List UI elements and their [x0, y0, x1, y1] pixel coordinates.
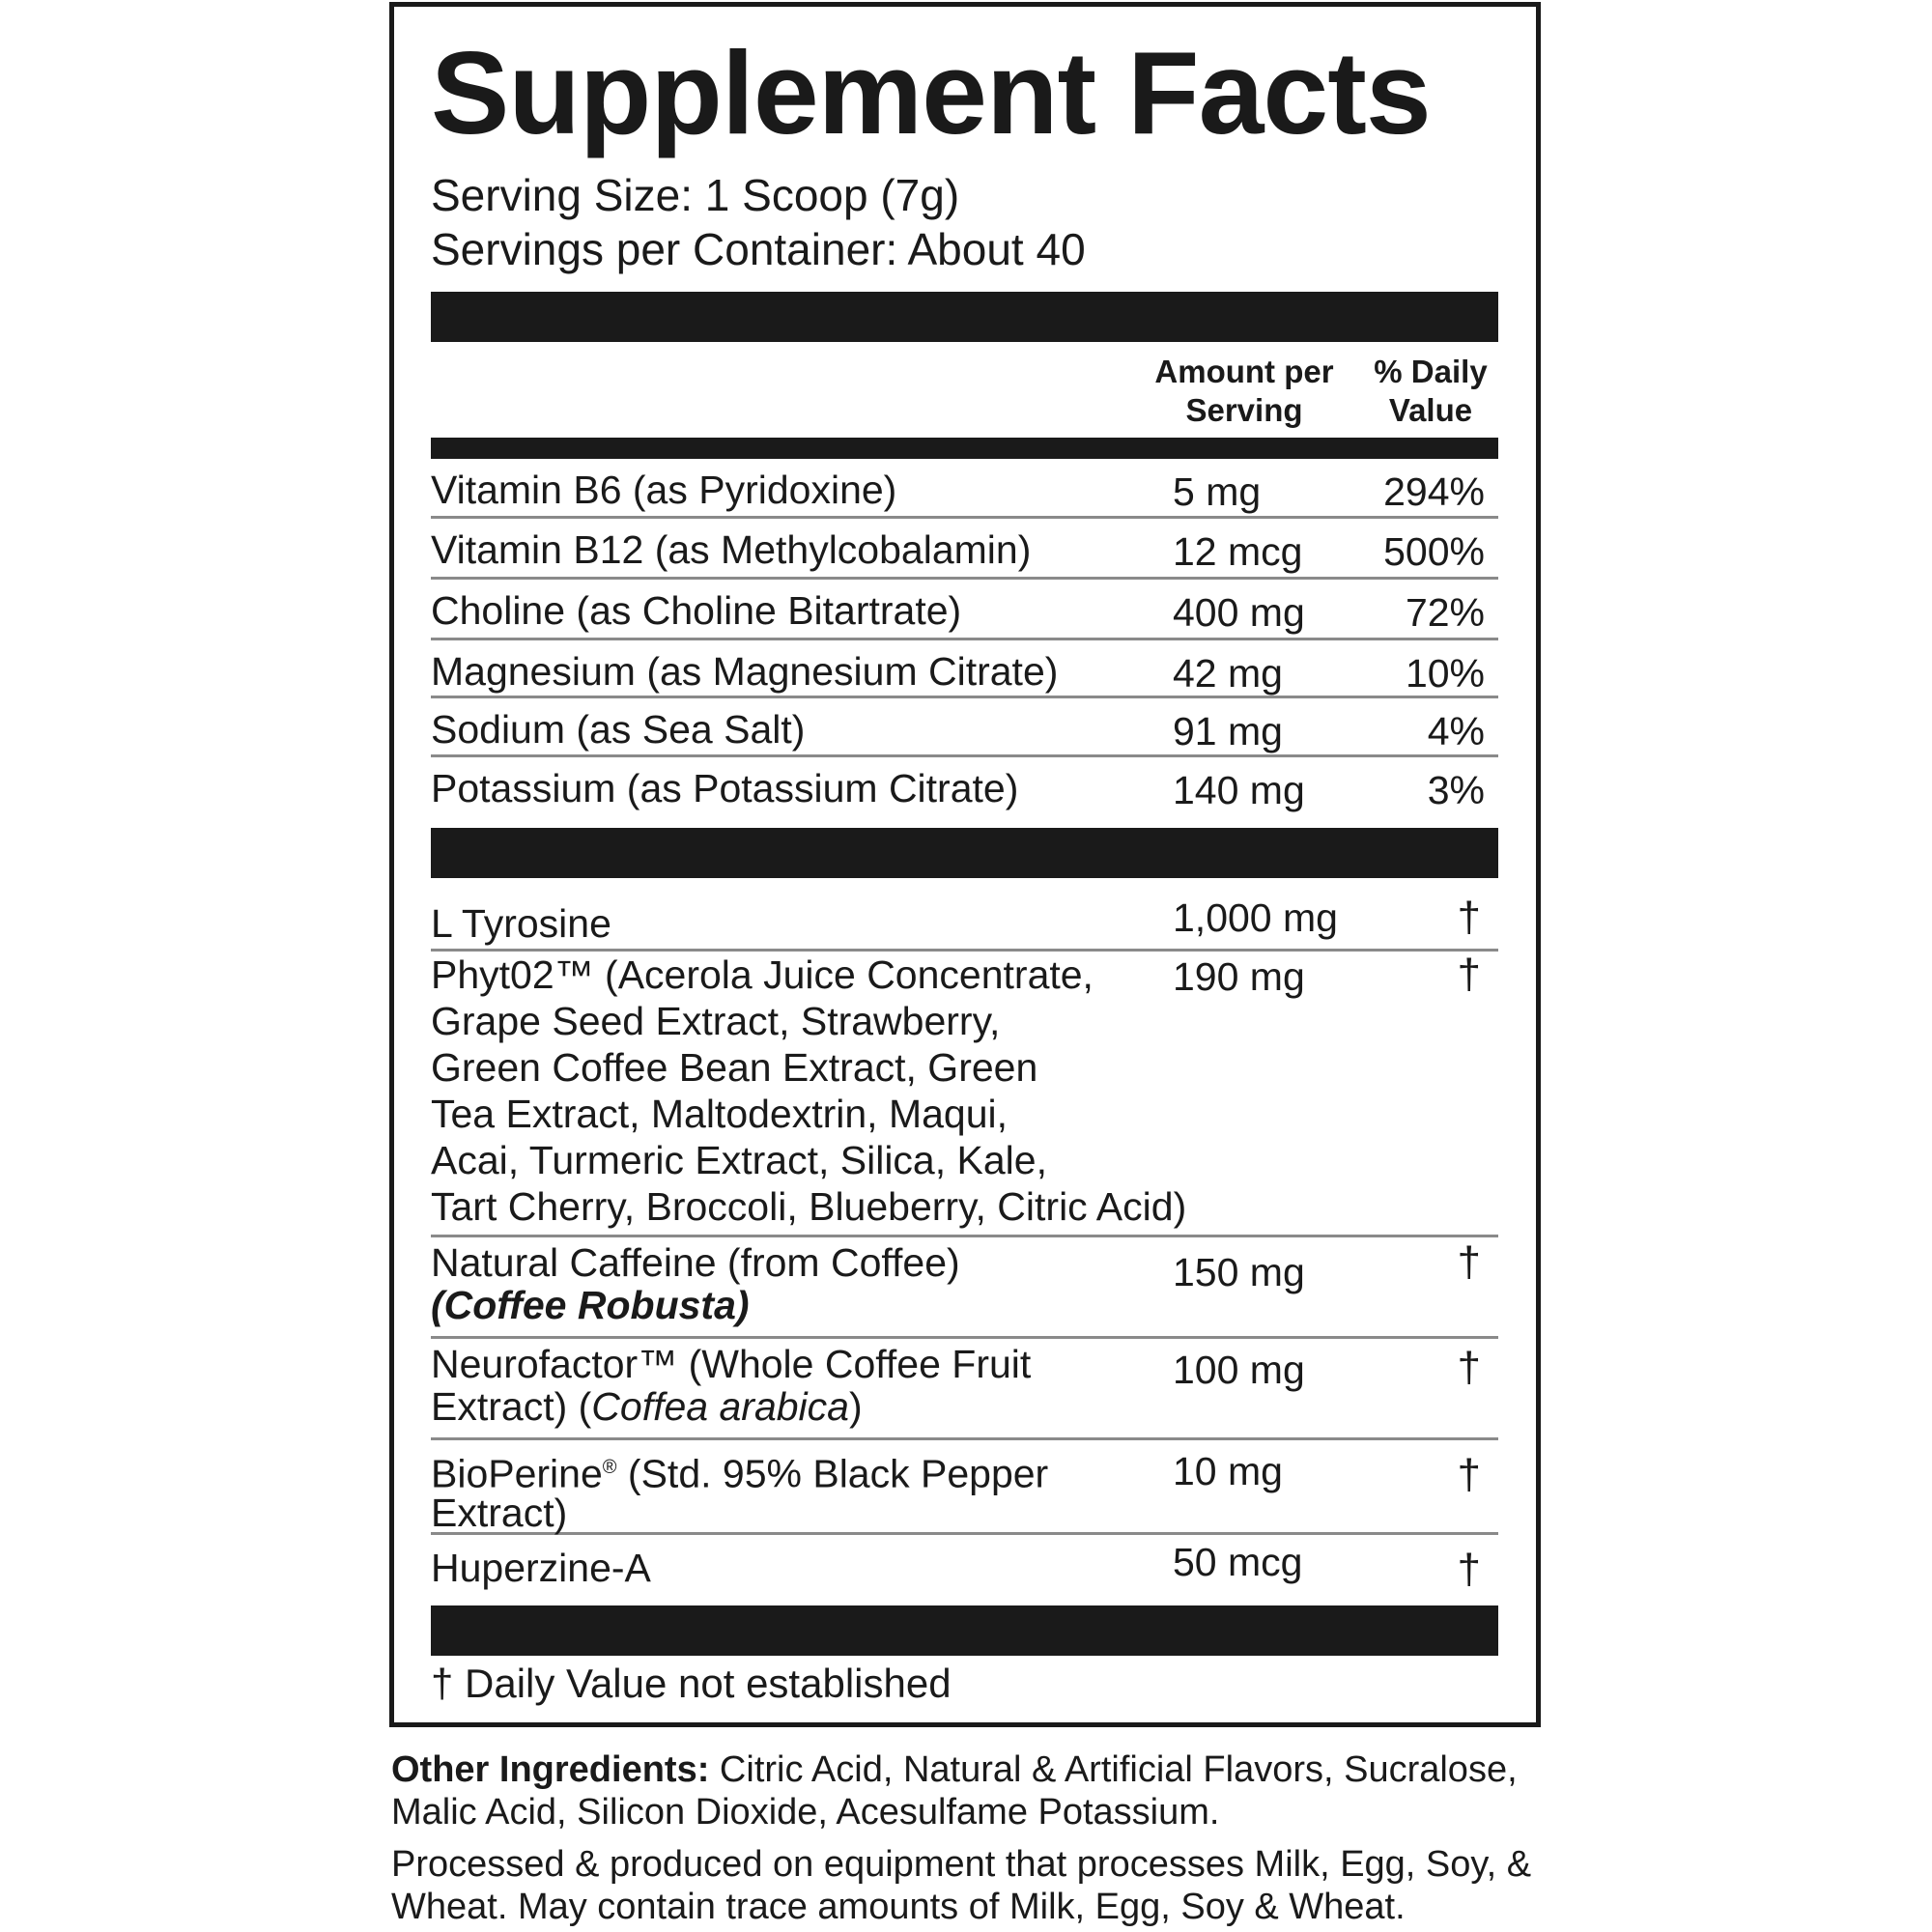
- ingredient-name: L Tyrosine: [431, 901, 611, 946]
- nutrient-name: Potassium (as Potassium Citrate): [431, 766, 1019, 810]
- ingredient-text-italic: Coffea arabica: [591, 1384, 849, 1429]
- ingredient-line: Natural Caffeine (from Coffee): [431, 1240, 960, 1285]
- divider-bar: [431, 828, 1498, 878]
- nutrient-amount: 91 mg: [1173, 709, 1283, 753]
- other-ingredients-text: Citric Acid, Natural & Artificial Flavors, Sucralose, Malic Acid, Silicon Dioxide, Acesulfame Potassium.: [391, 1749, 1518, 1833]
- ingredient-text: BioPerine: [431, 1451, 603, 1496]
- table-row: [431, 640, 1498, 698]
- ingredient-amount: 1,000 mg: [1173, 895, 1338, 940]
- nutrient-amount: 5 mg: [1173, 469, 1262, 514]
- table-row: [431, 519, 1498, 580]
- nutrient-name: Vitamin B12 (as Methylcobalamin): [431, 527, 1032, 572]
- nutrient-amount: 140 mg: [1173, 768, 1305, 812]
- ingredient-name: [431, 1448, 1165, 1535]
- table-row: [431, 891, 1498, 952]
- header-line: Serving: [1185, 392, 1303, 428]
- table-row: [431, 698, 1498, 757]
- divider-bar: [431, 292, 1498, 342]
- nutrient-dv: 294%: [1383, 469, 1485, 514]
- allergen-statement: Processed & produced on equipment that processes Milk, Egg, Soy, & Wheat. May contain trace amounts of Milk, Egg, Soy & Wheat.: [391, 1844, 1532, 1927]
- ingredient-amount: 50 mcg: [1173, 1540, 1303, 1584]
- dagger-mark: †: [1457, 1546, 1481, 1593]
- dagger-mark: †: [1457, 1344, 1481, 1391]
- dagger-mark: †: [1457, 1238, 1481, 1286]
- header-line: Amount per: [1154, 354, 1334, 389]
- table-row: [431, 1339, 1498, 1440]
- nutrient-amount: 400 mg: [1173, 590, 1305, 635]
- daily-value-header: [1358, 353, 1503, 430]
- serving-size: Serving Size: 1 Scoop (7g): [431, 170, 960, 220]
- table-row: [431, 952, 1498, 1237]
- nutrient-name: Sodium (as Sea Salt): [431, 707, 806, 752]
- daily-value-footnote: † Daily Value not established: [431, 1661, 952, 1706]
- ingredient-line: Acai, Turmeric Extract, Silica, Kale,: [431, 1138, 1047, 1182]
- table-row: [431, 757, 1498, 815]
- ingredient-line: Green Coffee Bean Extract, Green: [431, 1045, 1038, 1090]
- ingredient-line: Tea Extract, Maltodextrin, Maqui,: [431, 1092, 1009, 1136]
- table-row: [431, 459, 1498, 519]
- nutrient-dv: 10%: [1405, 651, 1485, 696]
- dagger-mark: †: [1457, 894, 1481, 941]
- divider-bar: [431, 1605, 1498, 1656]
- ingredient-amount: 10 mg: [1173, 1449, 1283, 1493]
- nutrient-name: Choline (as Choline Bitartrate): [431, 588, 962, 633]
- table-row: [431, 1237, 1498, 1339]
- other-ingredients: [391, 1748, 1550, 1833]
- supplement-facts-panel: [389, 2, 1541, 1727]
- ingredient-name: Huperzine-A: [431, 1546, 651, 1590]
- nutrient-dv: 500%: [1383, 529, 1485, 574]
- nutrient-name: Vitamin B6 (as Pyridoxine): [431, 468, 897, 512]
- header-line: % Daily: [1374, 354, 1488, 389]
- registered-mark: ®: [602, 1457, 617, 1478]
- servings-per-container: Servings per Container: About 40: [431, 224, 1086, 274]
- nutrient-name: Magnesium (as Magnesium Citrate): [431, 649, 1059, 694]
- ingredient-line: [431, 1448, 1165, 1496]
- nutrient-amount: 42 mg: [1173, 651, 1283, 696]
- nutrient-dv: 72%: [1405, 590, 1485, 635]
- panel-title: Supplement Facts: [431, 27, 1431, 158]
- ingredient-line-italic: (Coffee Robusta): [431, 1283, 750, 1327]
- ingredient-text: Extract) (: [431, 1384, 592, 1429]
- ingredient-line: Tart Cherry, Broccoli, Blueberry, Citric Acid): [431, 1184, 1187, 1229]
- nutrient-amount: 12 mcg: [1173, 529, 1303, 574]
- ingredient-amount: 190 mg: [1173, 954, 1305, 999]
- ingredient-line: Extract): [431, 1490, 568, 1535]
- ingredient-line: Phyt02™ (Acerola Juice Concentrate,: [431, 952, 1094, 997]
- divider-bar: [431, 438, 1498, 459]
- ingredient-line: Neurofactor™ (Whole Coffee Fruit: [431, 1342, 1032, 1386]
- ingredient-text: (Std. 95% Black Pepper: [616, 1451, 1049, 1496]
- other-ingredients-label: Other Ingredients:: [391, 1749, 710, 1790]
- nutrient-dv: 4%: [1427, 709, 1485, 753]
- dagger-mark: †: [1457, 1451, 1481, 1498]
- ingredient-amount: 150 mg: [1173, 1250, 1305, 1294]
- nutrient-dv: 3%: [1427, 768, 1485, 812]
- table-row: [431, 580, 1498, 640]
- ingredient-name: [431, 952, 1187, 1230]
- ingredient-text: ): [848, 1384, 863, 1429]
- ingredient-line: [431, 1385, 1165, 1428]
- ingredient-amount: 100 mg: [1173, 1348, 1305, 1392]
- ingredient-line: Grape Seed Extract, Strawberry,: [431, 999, 1001, 1043]
- ingredient-name: [431, 1241, 1165, 1326]
- dagger-mark: †: [1457, 951, 1481, 998]
- header-line: Value: [1388, 392, 1473, 428]
- table-row: [431, 1535, 1498, 1603]
- ingredient-name: [431, 1343, 1165, 1428]
- amount-per-serving-header: [1128, 353, 1360, 430]
- table-row: [431, 1440, 1498, 1535]
